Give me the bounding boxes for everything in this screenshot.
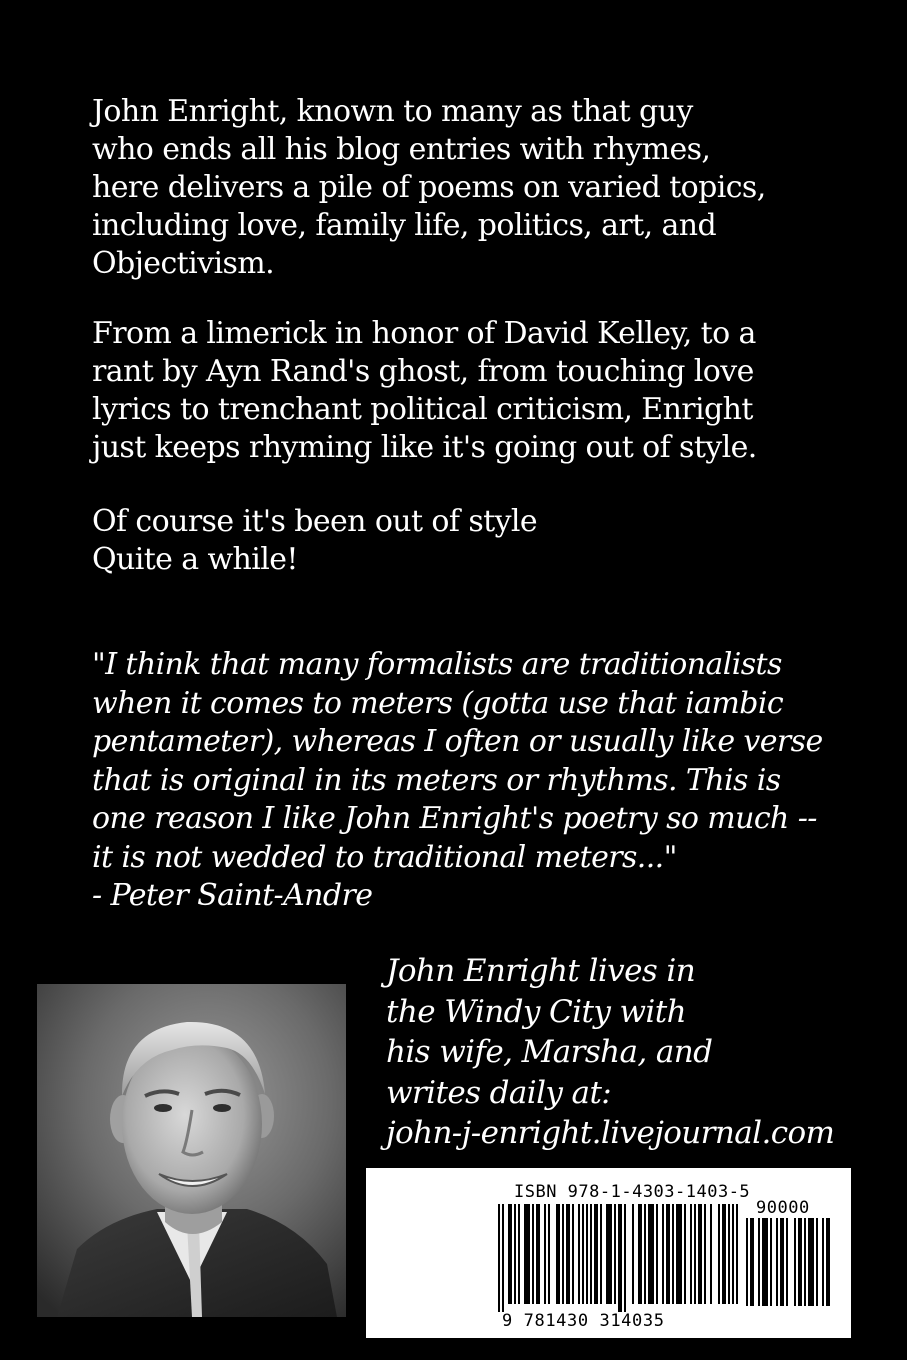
barcode-bar [816, 1218, 818, 1306]
blurb-line: rant by Ayn Rand's ghost, from touching love [92, 354, 754, 389]
barcode-bar [718, 1204, 720, 1304]
blurb-line: who ends all his blog entries with rhymes, [92, 132, 711, 167]
barcode-bar [672, 1204, 674, 1304]
barcode-bar [826, 1218, 830, 1306]
barcode-bar [572, 1204, 574, 1304]
bio-line: writes daily at: [386, 1074, 612, 1111]
barcode-bar [536, 1204, 540, 1304]
barcode-bar [498, 1204, 500, 1312]
barcode-bar [590, 1204, 592, 1304]
barcode-bar [676, 1204, 682, 1304]
barcode-bar [508, 1204, 512, 1304]
barcode-bar [644, 1204, 646, 1304]
barcode-bar [698, 1204, 702, 1304]
barcode-bar [770, 1218, 772, 1306]
barcode-bar [578, 1204, 580, 1304]
barcode-bar [732, 1204, 734, 1304]
blurb-line: just keeps rhyming like it's going out of style. [92, 430, 757, 465]
barcode-bar [798, 1218, 802, 1306]
barcode-bar [648, 1204, 654, 1304]
barcode-bar [758, 1218, 760, 1306]
blurb-line: including love, family life, politics, art, and [92, 208, 717, 243]
blurb-line: Quite a while! [92, 542, 298, 577]
barcode-bar [502, 1204, 504, 1312]
barcode-bar [750, 1218, 754, 1306]
author-photo [37, 984, 346, 1317]
barcode-bar [804, 1218, 806, 1306]
barcode-bar [532, 1204, 534, 1304]
quote-line: when it comes to meters (gotta use that iambic [92, 685, 784, 721]
addon-barcode-bars [746, 1218, 846, 1316]
barcode-bar [808, 1218, 814, 1306]
bio-line: John Enright lives in [386, 953, 696, 989]
barcode-bar [776, 1218, 778, 1306]
barcode-bar [600, 1204, 602, 1304]
barcode-bar [582, 1204, 584, 1304]
quote-line: one reason I like John Enright's poetry so much -- [92, 801, 817, 836]
barcode-bar [606, 1204, 612, 1304]
barcode-bar [514, 1204, 516, 1304]
isbn-label: ISBN 978-1-4303-1403-5 [514, 1182, 751, 1202]
barcode-bar [518, 1204, 520, 1304]
barcode-bar [694, 1204, 696, 1304]
barcode-bar [794, 1218, 796, 1306]
testimonial-quote [92, 646, 882, 916]
barcode-bar [562, 1204, 564, 1304]
barcode-bar [762, 1218, 768, 1306]
blurb-paragraph-1 [92, 93, 852, 283]
isbn-barcode-box [366, 1168, 851, 1338]
barcode-bar [544, 1204, 546, 1304]
bio-line: his wife, Marsha, and [386, 1034, 713, 1070]
barcode-bar [690, 1204, 692, 1304]
barcode-bar [614, 1204, 616, 1304]
barcode-bar [586, 1204, 588, 1304]
barcode-bar [624, 1204, 626, 1312]
blog-url: john-j-enright.livejournal.com [386, 1115, 835, 1151]
barcode-bar [786, 1218, 788, 1306]
barcode-bar [566, 1204, 570, 1304]
barcode-bar [728, 1204, 730, 1304]
blurb-line: here delivers a pile of poems on varied topics, [92, 170, 766, 205]
blurb-paragraph-2 [92, 315, 852, 467]
barcode-bar [556, 1204, 560, 1304]
barcode-bar [662, 1204, 664, 1304]
blurb-line: John Enright, known to many as that guy [92, 94, 693, 129]
barcode-bar [710, 1204, 712, 1304]
barcode-bar [548, 1204, 550, 1304]
blurb-line: Objectivism. [92, 246, 275, 281]
barcode-bar [524, 1204, 530, 1304]
quote-line: pentameter), whereas I often or usually like verse [92, 724, 823, 759]
barcode-bar [684, 1204, 686, 1304]
blurb-line: Of course it's been out of style [92, 504, 538, 539]
blurb-line: From a limerick in honor of David Kelley, to a [92, 316, 756, 351]
bio-line: the Windy City with [386, 993, 686, 1030]
quote-line: it is not wedded to traditional meters..." [92, 839, 677, 875]
barcode-bar [822, 1218, 824, 1306]
price-code: 90000 [756, 1198, 810, 1218]
ean-barcode-bars [498, 1204, 738, 1316]
author-portrait-illustration [37, 984, 346, 1317]
barcode-bar [618, 1204, 622, 1312]
quote-attribution: - Peter Saint-Andre [92, 878, 373, 913]
barcode-bar [638, 1204, 642, 1304]
barcode-bar [704, 1204, 706, 1304]
barcode-bar [666, 1204, 670, 1304]
quote-line: that is original in its meters or rhythms. This is [92, 762, 781, 798]
barcode-bar [746, 1218, 748, 1306]
author-bio [386, 951, 886, 1154]
blurb-line: lyrics to trenchant political criticism, Enright [92, 392, 753, 427]
quote-line: "I think that many formalists are traditionalists [92, 647, 782, 682]
blurb-paragraph-3 [92, 503, 852, 579]
barcode-bar [656, 1204, 658, 1304]
barcode-bar [722, 1204, 726, 1304]
barcode-bar [632, 1204, 634, 1304]
barcode-bar [780, 1218, 784, 1306]
barcode-bar [736, 1204, 738, 1304]
barcode-bar [594, 1204, 598, 1304]
ean-digits: 9 781430 314035 [502, 1311, 665, 1331]
